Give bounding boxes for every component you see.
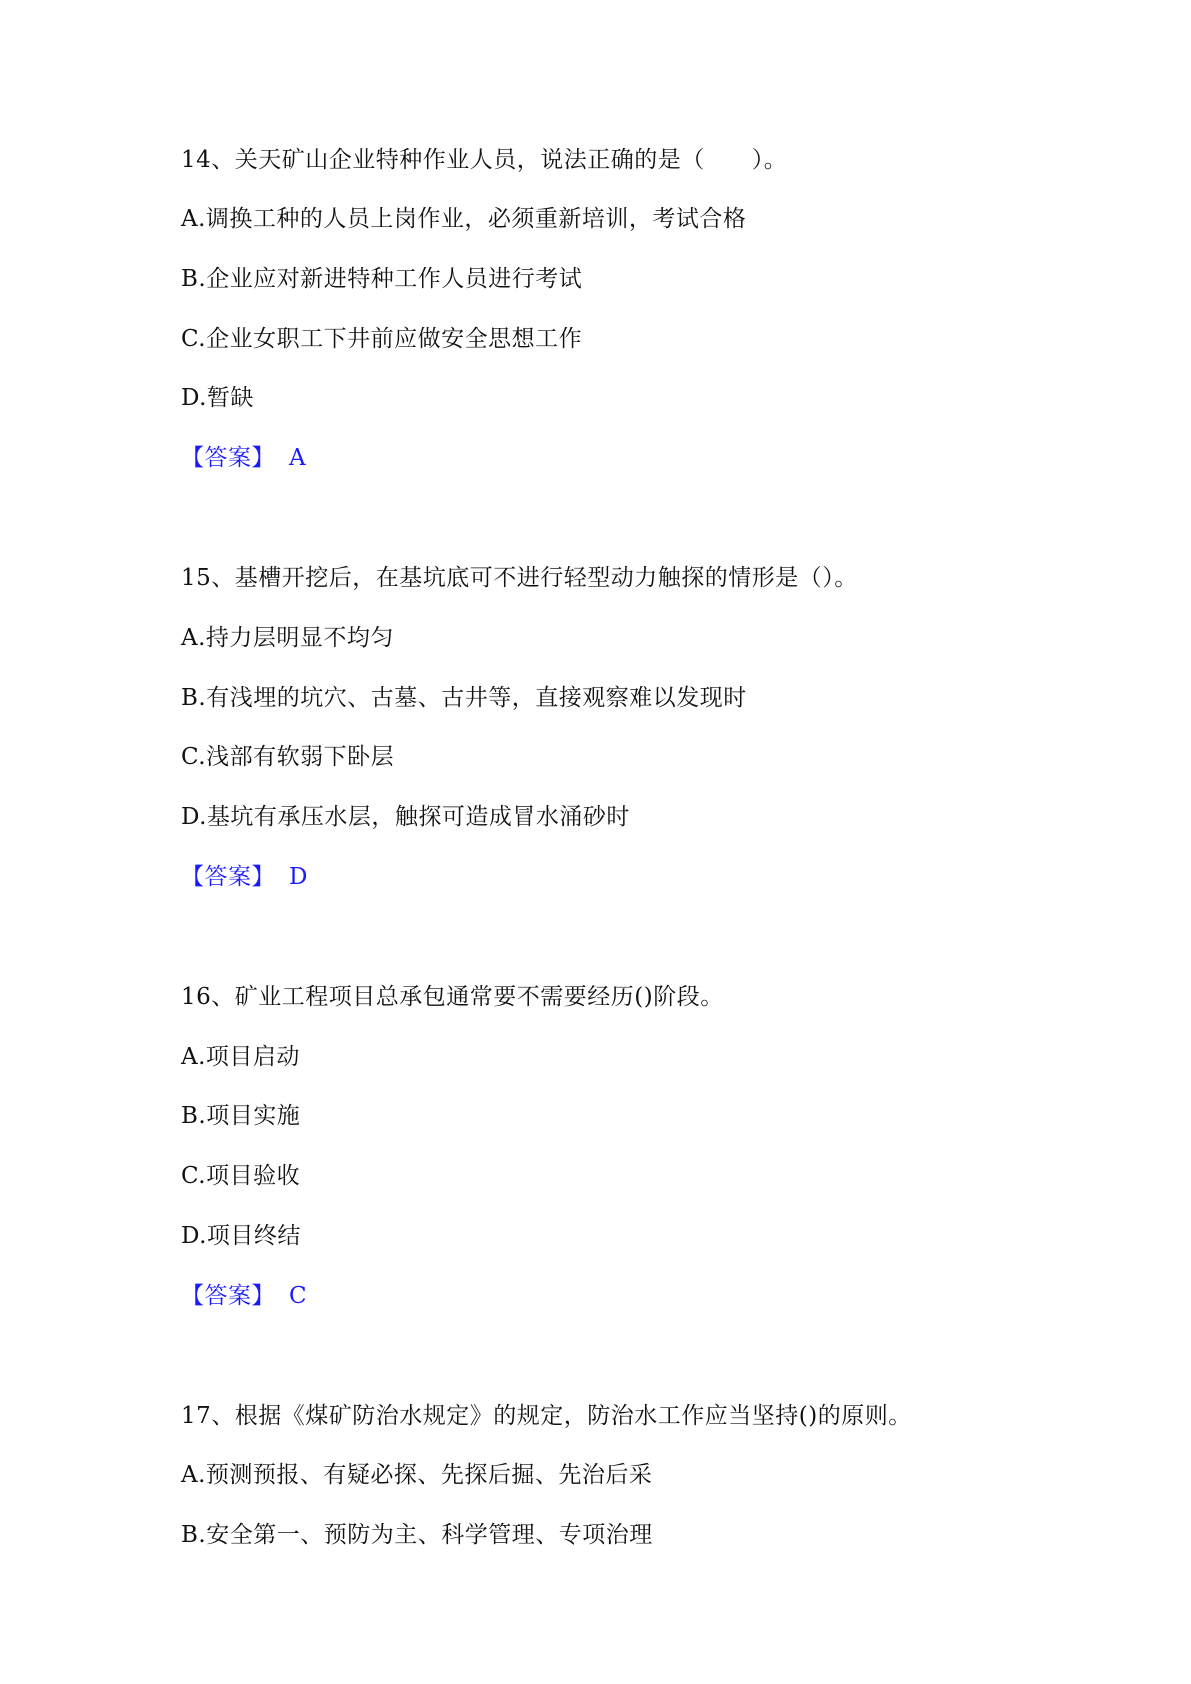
question-17-option-b: B.安全第一、预防为主、科学管理、专项治理 (181, 1522, 653, 1548)
answer-tag: 【答案】 (181, 1283, 275, 1309)
answer-value: A (289, 445, 307, 471)
question-16-answer (181, 1281, 307, 1311)
question-14-stem: 14、关天矿山企业特种作业人员，说法正确的是（ ）。 (181, 147, 788, 173)
question-14-option-b: B.企业应对新进特种工作人员进行考试 (181, 266, 583, 292)
question-17-stem: 17、根据《煤矿防治水规定》的规定，防治水工作应当坚持()的原则。 (181, 1403, 912, 1429)
question-14-answer (181, 443, 306, 473)
answer-value: C (289, 1283, 308, 1309)
question-17-option-a: A.预测预报、有疑必探、先探后掘、先治后采 (181, 1462, 653, 1488)
question-15-stem: 15、基槽开挖后，在基坑底可不进行轻型动力触探的情形是（）。 (181, 565, 858, 591)
question-15-option-b: B.有浅埋的坑穴、古墓、古井等，直接观察难以发现时 (181, 685, 747, 711)
question-15-option-a: A.持力层明显不均匀 (181, 625, 394, 651)
question-16-option-d: D.项目终结 (181, 1223, 301, 1249)
answer-value: D (289, 864, 308, 890)
answer-tag: 【答案】 (181, 864, 275, 890)
question-15-answer (181, 862, 308, 892)
question-16-option-b: B.项目实施 (181, 1103, 301, 1129)
question-14-option-a: A.调换工种的人员上岗作业，必须重新培训，考试合格 (181, 206, 747, 232)
question-14-option-c: C.企业女职工下井前应做安全思想工作 (181, 326, 583, 352)
question-16-option-a: A.项目启动 (181, 1044, 300, 1070)
question-14-option-d: D.暂缺 (181, 385, 254, 411)
question-16-stem: 16、矿业工程项目总承包通常要不需要经历()阶段。 (181, 984, 724, 1010)
answer-tag: 【答案】 (181, 445, 275, 471)
question-16-option-c: C.项目验收 (181, 1163, 301, 1189)
question-15-option-d: D.基坑有承压水层，触探可造成冒水涌砂时 (181, 804, 630, 830)
question-15-option-c: C.浅部有软弱下卧层 (181, 744, 395, 770)
